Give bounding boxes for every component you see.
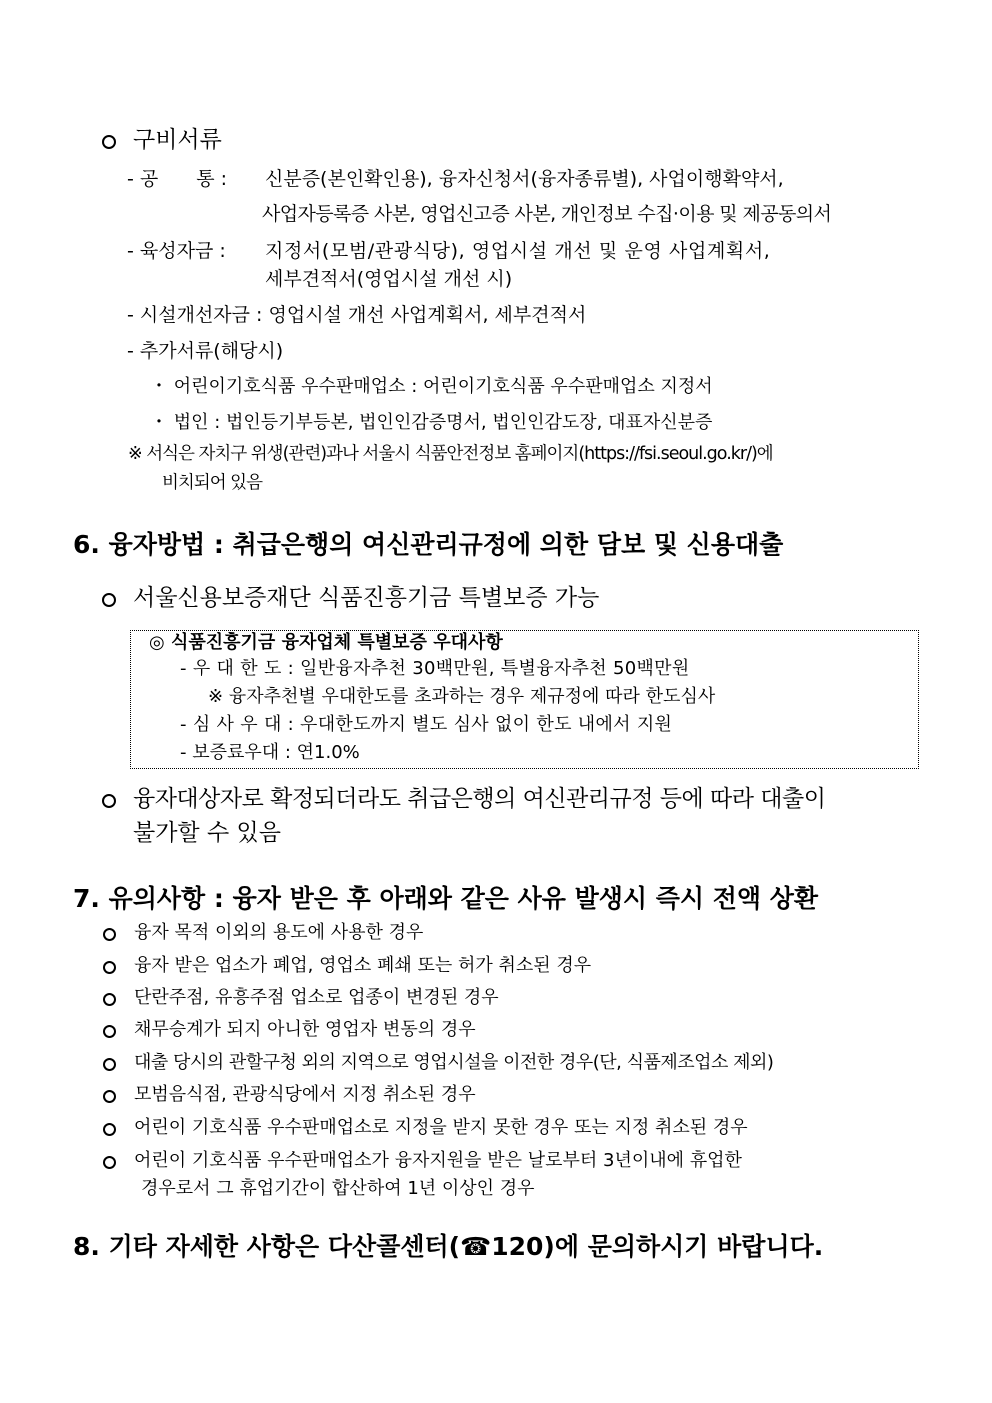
section6-bullet2-line2: 불가할 수 있음 bbox=[133, 820, 281, 846]
bullet-circle bbox=[103, 1156, 116, 1169]
section7-item: 대출 당시의 관할구청 외의 지역으로 영업시설을 이전한 경우(단, 식품제조업소 제외) bbox=[134, 1052, 774, 1073]
box-line: - 우 대 한 도 : 일반융자추천 30백만원, 특별융자추천 50백만원 bbox=[180, 658, 690, 679]
box-line: - 심 사 우 대 : 우대한도까지 별도 심사 없이 한도 내에서 지원 bbox=[180, 714, 673, 735]
docs-facility-line: - 시설개선자금 : 영업시설 개선 사업계획서, 세부견적서 bbox=[127, 304, 587, 326]
section7-item: 융자 목적 이외의 용도에 사용한 경우 bbox=[134, 922, 424, 943]
box-line: - 보증료우대 : 연1.0% bbox=[180, 742, 360, 763]
section7-title: 7. 유의사항 : 융자 받은 후 아래와 같은 사유 발생시 즉시 전액 상환 bbox=[73, 884, 819, 913]
bullet-circle bbox=[103, 1058, 116, 1071]
docs-note-line2: 비치되어 있음 bbox=[162, 473, 262, 493]
bullet-circle bbox=[102, 794, 116, 808]
docs-heading: 구비서류 bbox=[133, 127, 222, 153]
section7-item: 어린이 기호식품 우수판매업소로 지정을 받지 못한 경우 또는 지정 취소된 경우 bbox=[134, 1117, 748, 1138]
bullet-circle bbox=[103, 961, 116, 974]
section8-title: 8. 기타 자세한 사항은 다산콜센터(☎120)에 문의하시기 바랍니다. bbox=[73, 1232, 824, 1261]
bullet-circle bbox=[103, 1123, 116, 1136]
section7-item: 어린이 기호식품 우수판매업소가 융자지원을 받은 날로부터 3년이내에 휴업한 bbox=[134, 1150, 742, 1171]
section7-item: 단란주점, 유흥주점 업소로 업종이 변경된 경우 bbox=[134, 987, 499, 1008]
section6-bullet1: 서울신용보증재단 식품진흥기금 특별보증 가능 bbox=[133, 585, 600, 611]
bullet-circle bbox=[103, 993, 116, 1006]
section7-item: 융자 받은 업소가 폐업, 영업소 폐쇄 또는 허가 취소된 경우 bbox=[134, 955, 592, 976]
section6-title: 6. 융자방법 : 취급은행의 여신관리규정에 의한 담보 및 신용대출 bbox=[73, 530, 784, 559]
docs-common-line1: 신분증(본인확인용), 융자신청서(융자종류별), 사업이행확약서, bbox=[265, 168, 784, 190]
docs-extra-label: - 추가서류(해당시) bbox=[127, 340, 284, 362]
docs-extra-item: ・ 법인 : 법인등기부등본, 법인인감증명서, 법인인감도장, 대표자신분증 bbox=[150, 412, 713, 433]
section7-item-cont: 경우로서 그 휴업기간이 합산하여 1년 이상인 경우 bbox=[141, 1178, 535, 1199]
bullet-circle bbox=[103, 928, 116, 941]
section6-bullet2-line1: 융자대상자로 확정되더라도 취급은행의 여신관리규정 등에 따라 대출이 bbox=[133, 786, 826, 812]
docs-nurture-label: - 육성자금 : bbox=[127, 240, 226, 262]
docs-nurture-line1: 지정서(모범/관광식당), 영업시설 개선 및 운영 사업계획서, bbox=[265, 240, 771, 262]
docs-note-line1: ※ 서식은 자치구 위생(관련)과나 서울시 식품안전정보 홈페이지(https://fsi.seoul.go.kr/)에 bbox=[128, 444, 773, 464]
bullet-circle bbox=[103, 1090, 116, 1103]
box-note: ※ 융자추천별 우대한도를 초과하는 경우 제규정에 따라 한도심사 bbox=[208, 686, 716, 707]
section7-item: 모범음식점, 관광식당에서 지정 취소된 경우 bbox=[134, 1084, 476, 1105]
bullet-circle bbox=[102, 135, 116, 149]
docs-nurture-line2: 세부견적서(영업시설 개선 시) bbox=[265, 268, 513, 290]
section7-item: 채무승계가 되지 아니한 영업자 변동의 경우 bbox=[134, 1019, 476, 1040]
bullet-circle bbox=[103, 1025, 116, 1038]
docs-extra-item: ・ 어린이기호식품 우수판매업소 : 어린이기호식품 우수판매업소 지정서 bbox=[150, 376, 713, 397]
box-title: ◎ 식품진흥기금 융자업체 특별보증 우대사항 bbox=[149, 632, 503, 653]
docs-common-label: - 공 통 : bbox=[127, 168, 228, 190]
bullet-circle bbox=[102, 593, 116, 607]
docs-common-line2: 사업자등록증 사본, 영업신고증 사본, 개인정보 수집·이용 및 제공동의서 bbox=[262, 203, 832, 225]
